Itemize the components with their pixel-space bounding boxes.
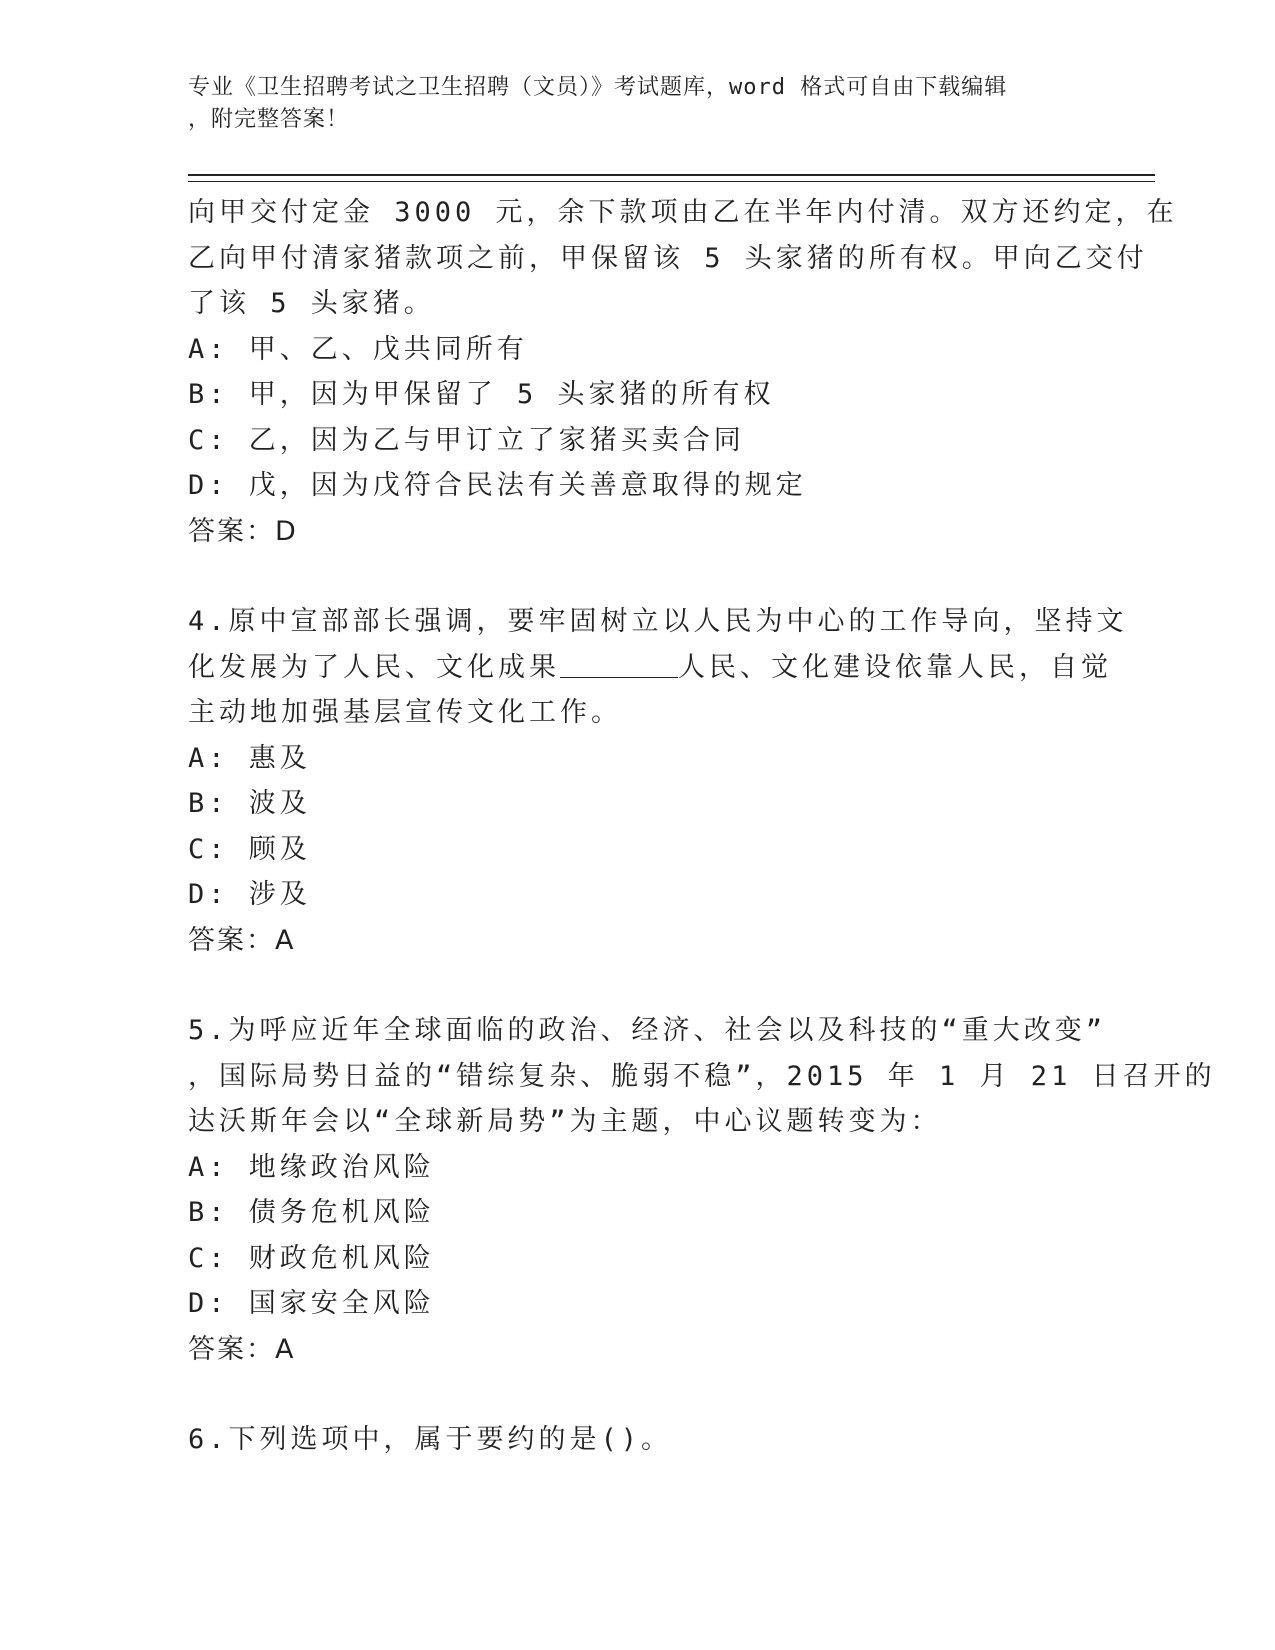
question-6 — [188, 1417, 1108, 1463]
question-stem-line: 5.为呼应近年全球面临的政治、经济、社会以及科技的“重大改变” — [188, 1015, 1107, 1046]
option-a: A: 地缘政治风险 — [188, 1151, 435, 1183]
question-stem-line: 6.下列选项中，属于要约的是()。 — [188, 1424, 673, 1455]
question-stem-line: 达沃斯年会以“全球新局势”为主题，中心议题转变为： — [188, 1106, 942, 1137]
question-content — [188, 190, 1216, 1463]
header-title-line-2: ，附完整答案！ — [188, 107, 350, 132]
option-d: D: 国家安全风险 — [188, 1288, 435, 1319]
spacer — [188, 554, 1108, 599]
fill-in-blank — [560, 649, 678, 678]
stem-text: 人民、文化建设依靠人民，自觉 — [678, 651, 1112, 683]
question-stem-line: 向甲交付定金 3000 元，余下款项由乙在半年内付清。双方还约定，在 — [188, 197, 1178, 228]
question-5 — [188, 1008, 1216, 1372]
option-c: C: 财政危机风险 — [188, 1242, 435, 1274]
question-stem-line — [188, 645, 1112, 691]
answer-line: 答案：A — [188, 1333, 296, 1365]
option-b: B: 波及 — [188, 788, 311, 819]
header-divider-thin — [188, 181, 1155, 182]
question-3 — [188, 190, 1178, 554]
option-b: B: 债务危机风险 — [188, 1197, 435, 1228]
spacer — [188, 1372, 1108, 1417]
answer-line: 答案：A — [188, 924, 296, 956]
document-header — [188, 72, 1088, 136]
option-c: C: 顾及 — [188, 833, 311, 865]
option-a: A: 惠及 — [188, 742, 311, 774]
question-4 — [188, 599, 1128, 963]
option-d: D: 戊，因为戊符合民法有关善意取得的规定 — [188, 470, 807, 501]
header-title-line-1: 专业《卫生招聘考试之卫生招聘（文员）》考试题库，word 格式可自由下载编辑 — [188, 75, 1008, 100]
answer-line: 答案：D — [188, 515, 298, 547]
header-divider-thick — [188, 174, 1155, 176]
question-stem-line: 了该 5 头家猪。 — [188, 288, 435, 319]
question-stem-line: 主动地加强基层宣传文化工作。 — [188, 697, 622, 728]
option-b: B: 甲，因为甲保留了 5 头家猪的所有权 — [188, 379, 775, 410]
option-d: D: 涉及 — [188, 879, 311, 910]
stem-text: 化发展为了人民、文化成果 — [188, 651, 560, 683]
spacer — [188, 963, 1108, 1008]
question-stem-line: 乙向甲付清家猪款项之前，甲保留该 5 头家猪的所有权。甲向乙交付 — [188, 242, 1148, 274]
option-c: C: 乙，因为乙与甲订立了家猪买卖合同 — [188, 424, 745, 456]
question-stem-line: 4.原中宣部部长强调，要牢固树立以人民为中心的工作导向，坚持文 — [188, 606, 1128, 637]
question-stem-line: ，国际局势日益的“错综复杂、脆弱不稳”，2015 年 1 月 21 日召开的 — [188, 1060, 1216, 1092]
option-a: A: 甲、乙、戊共同所有 — [188, 333, 528, 365]
